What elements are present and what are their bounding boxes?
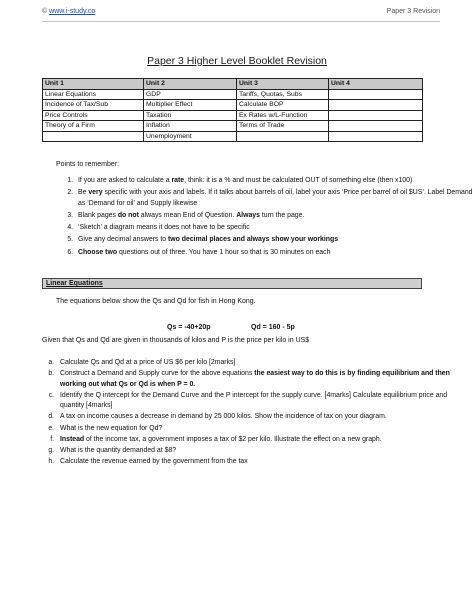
table-cell: Unemployment: [144, 131, 237, 142]
list-item-text: questions out of three. You have 1 hour so that is 30 minutes on each: [117, 248, 331, 256]
demand-equation: Qd = 160 - 5p: [251, 324, 295, 331]
table-row: [43, 131, 423, 142]
list-item: [56, 358, 456, 368]
list-item-text: , think: it is a % and must be calculated OUT of something else (then x100): [184, 177, 413, 184]
section-heading: Linear Equations: [46, 280, 103, 287]
table-row: [43, 121, 423, 132]
points-list: [42, 176, 474, 260]
list-item: [56, 446, 456, 456]
list-item: [75, 235, 474, 246]
units-header-cell: Unit 2: [144, 79, 237, 90]
table-row: [43, 89, 423, 100]
list-item: [56, 424, 456, 434]
table-cell: [329, 100, 423, 111]
list-item-text: ‘Sketch’ a diagram means it does not have to be specific: [78, 224, 250, 232]
table-cell: Calculate BOP: [237, 100, 329, 111]
list-item-text: Give any decimal answers to: [78, 236, 168, 244]
points-heading: Points to remember:: [56, 161, 120, 168]
table-cell: Taxation: [144, 110, 237, 121]
table-cell: Terms of Trade: [237, 121, 329, 132]
list-item-text: do not: [117, 211, 139, 219]
page-header: [42, 8, 440, 20]
units-table-header-row: [43, 79, 423, 90]
list-item-text: specific with your axis and labels. If it talks about barrels of oil, label your axis ‘Price per barrel of oil $US’. Label Demand as ‘Demand for oil’ and Supply likewise: [78, 189, 473, 207]
questions-list: [42, 358, 456, 468]
table-cell: Theory of a Firm: [43, 121, 144, 132]
supply-equation: Qs = -40+20p: [167, 324, 211, 331]
table-cell: [237, 131, 329, 142]
table-cell: Linear Equations: [43, 89, 144, 100]
list-item-text: Construct a Demand and Supply curve for the above equations: [60, 370, 255, 378]
section-intro: The equations below show the Qs and Qd for fish in Hong Kong.: [56, 298, 256, 305]
table-row: [43, 100, 423, 111]
list-item-text: Blank pages: [78, 211, 118, 219]
list-item-text: Choose two: [78, 248, 118, 256]
list-item-text: Calculate Qs and Qd at a price of US $6 per kilo [2marks]: [60, 359, 236, 366]
list-item-text: A tax on income causes a decrease in demand by 25 000 kilos. Show the incidence of tax on your diagram.: [60, 413, 387, 421]
list-item: [75, 248, 474, 259]
list-item-text: the easiest way to do this is by finding equilibrium and then working out what Qs or Qd is when P = 0.: [60, 370, 450, 388]
list-item-text: Identify the Q intercept for the Demand Curve and the P intercept for the supply curve. [4marks] Calculate equilibrium price and quantity [4marks]: [60, 391, 448, 410]
list-item: [56, 369, 456, 390]
list-item: [75, 188, 474, 209]
table-cell: GDP: [144, 89, 237, 100]
list-item: [56, 391, 456, 412]
given-statement: Given that Qs and Qd are given in thousands of kilos and P is the price per kilo in US$: [42, 337, 310, 344]
list-item-text: What is the new equation for Qd?: [60, 424, 163, 432]
list-item-text: Instead: [60, 435, 85, 443]
table-row: [43, 110, 423, 121]
list-item-text: two decimal places and always show your workings: [168, 236, 339, 244]
units-table: [42, 78, 423, 142]
list-item-text: Calculate the revenue earned by the government from the tax: [60, 458, 248, 466]
units-header-cell: Unit 4: [329, 79, 423, 90]
header-divider: [42, 21, 440, 22]
list-item-text: very: [88, 189, 103, 197]
table-cell: [329, 110, 423, 121]
page-title: Paper 3 Higher Level Booklet Revision: [147, 55, 327, 67]
units-header-cell: Unit 3: [237, 79, 329, 90]
website-link[interactable]: www.i-study.co: [49, 8, 96, 15]
table-cell: [43, 131, 144, 142]
list-item: [75, 223, 474, 234]
table-cell: Multiplier Effect: [144, 100, 237, 111]
list-item-text: always mean End of Question.: [138, 211, 237, 219]
table-cell: Ex Rates w/L-Function: [237, 110, 329, 121]
list-item-text: rate: [171, 177, 185, 184]
table-cell: Tariffs, Quotas, Subs: [237, 89, 329, 100]
list-item: [75, 211, 474, 222]
table-cell: Incidence of Tax/Sub: [43, 100, 144, 111]
list-item-text: of the income tax, a government imposes a tax of $2 per kilo. Illustrate the effect on a new graph.: [84, 435, 382, 443]
list-item-text: Always: [236, 211, 260, 219]
list-item: [56, 457, 456, 467]
header-left: [42, 8, 95, 15]
table-cell: [329, 89, 423, 100]
copyright-symbol: ©: [42, 8, 48, 15]
units-header-cell: Unit 1: [43, 79, 144, 90]
table-cell: [329, 131, 423, 142]
list-item-text: Be: [78, 189, 89, 197]
table-cell: [329, 121, 423, 132]
section-heading-bar: [42, 278, 422, 289]
list-item-text: turn the page.: [259, 211, 305, 219]
list-item: [75, 176, 474, 187]
list-item-text: If you are asked to calculate a: [78, 177, 172, 184]
table-cell: Price Controls: [43, 110, 144, 121]
list-item-text: What is the quantity demanded at $8?: [60, 447, 177, 455]
table-cell: Inflation: [144, 121, 237, 132]
list-item: [56, 435, 456, 445]
header-right-text: Paper 3 Revision: [386, 8, 440, 15]
list-item: [56, 412, 456, 422]
